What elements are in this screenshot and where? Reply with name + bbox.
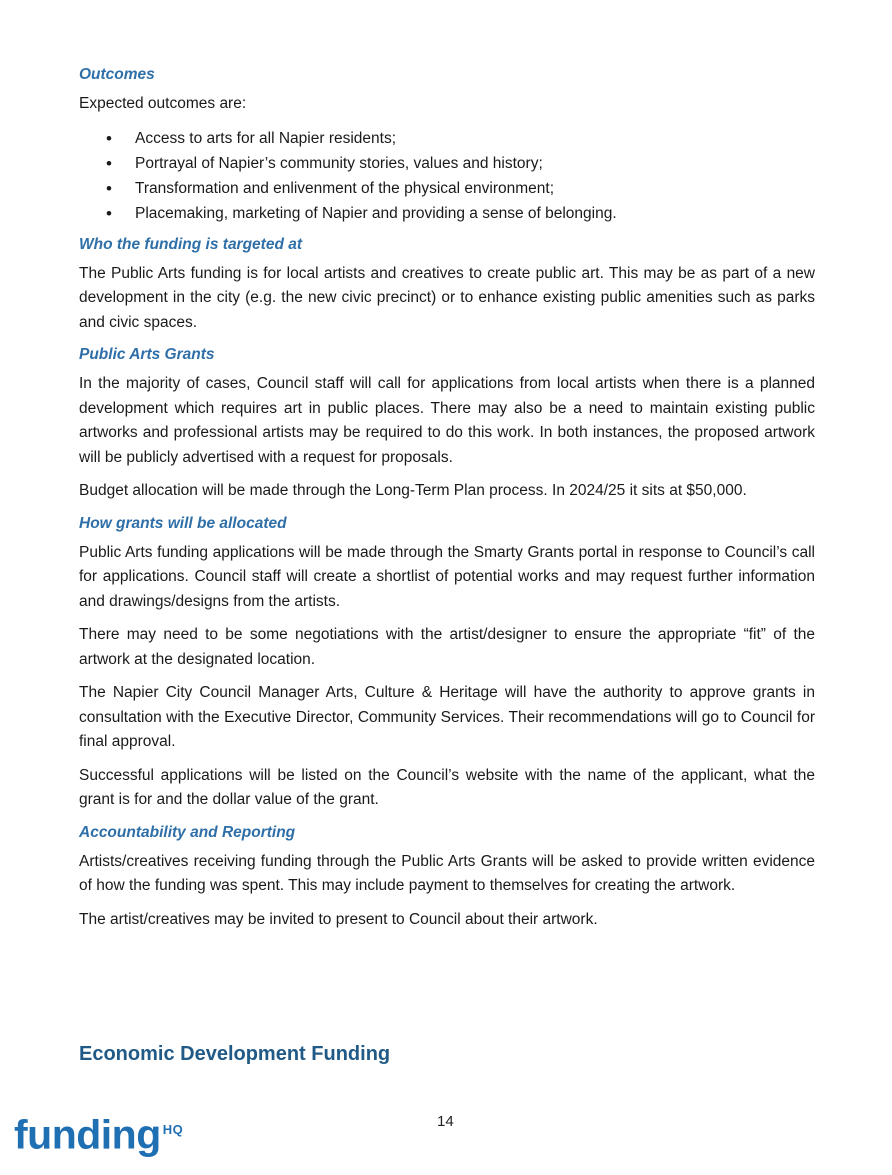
list-item: • Placemaking, marketing of Napier and providing a sense of belonging. bbox=[79, 201, 815, 226]
allocation-paragraph-2: There may need to be some negotiations with the artist/designer to ensure the appropriate “fit” of the artwork at the designated location. bbox=[79, 626, 815, 668]
document-body bbox=[79, 64, 815, 941]
outcomes-heading: Outcomes bbox=[79, 66, 155, 83]
next-section-title: Economic Development Funding bbox=[79, 1043, 391, 1065]
allocation-paragraph-3: The Napier City Council Manager Arts, Culture & Heritage will have the authority to approve grants in consultation with the Executive Director, Community Services. Their recommendations will go to Council for final approval. bbox=[79, 684, 815, 750]
allocation-heading: How grants will be allocated bbox=[79, 514, 287, 532]
outcomes-list bbox=[79, 126, 815, 226]
accountability-paragraph-1: Artists/creatives receiving funding through the Public Arts Grants will be asked to provide written evidence of how the funding was spent. This may include payment to themselves for creating the artwork. bbox=[79, 852, 815, 894]
funding-hq-logo bbox=[14, 1105, 183, 1160]
list-item: • Transformation and enlivenment of the physical environment; bbox=[79, 176, 815, 201]
allocation-paragraph-4: Successful applications will be listed on the Council’s website with the name of the applicant, what the grant is for and the dollar value of the grant. bbox=[79, 766, 815, 808]
targeted-paragraph: The Public Arts funding is for local artists and creatives to create public art. This may be as part of a new development in the city (e.g. the new civic precinct) or to enhance existing public amenities such as parks and civic spaces. bbox=[79, 264, 815, 331]
outcomes-intro: Expected outcomes are: bbox=[79, 95, 247, 112]
list-item: • Access to arts for all Napier residents; bbox=[79, 126, 815, 151]
allocation-paragraph-1: Public Arts funding applications will be made through the Smarty Grants portal in response to Council’s call for applications. Council staff will create a shortlist of potential works and may request further information and drawings/designs from the artists. bbox=[79, 543, 815, 610]
accountability-heading: Accountability and Reporting bbox=[79, 823, 296, 841]
logo-superscript: HQ bbox=[162, 1122, 184, 1137]
targeted-heading: Who the funding is targeted at bbox=[79, 235, 303, 253]
grants-paragraph-1: In the majority of cases, Council staff will call for applications from local artists when there is a planned development which requires art in public places. There may also be a need to maintain existing public artworks and professional artists may be required to do this work. In both instances, the proposed artwork will be publicly advertised with a request for proposals. bbox=[79, 375, 815, 466]
grants-heading: Public Arts Grants bbox=[79, 346, 215, 363]
logo-text: funding bbox=[14, 1111, 161, 1158]
grants-paragraph-2: Budget allocation will be made through the Long-Term Plan process. In 2024/25 it sits at $50,000. bbox=[79, 482, 747, 499]
accountability-paragraph-2: The artist/creatives may be invited to present to Council about their artwork. bbox=[79, 910, 598, 928]
list-item: • Portrayal of Napier’s community stories, values and history; bbox=[79, 151, 815, 176]
page-number: 14 bbox=[437, 1113, 454, 1130]
